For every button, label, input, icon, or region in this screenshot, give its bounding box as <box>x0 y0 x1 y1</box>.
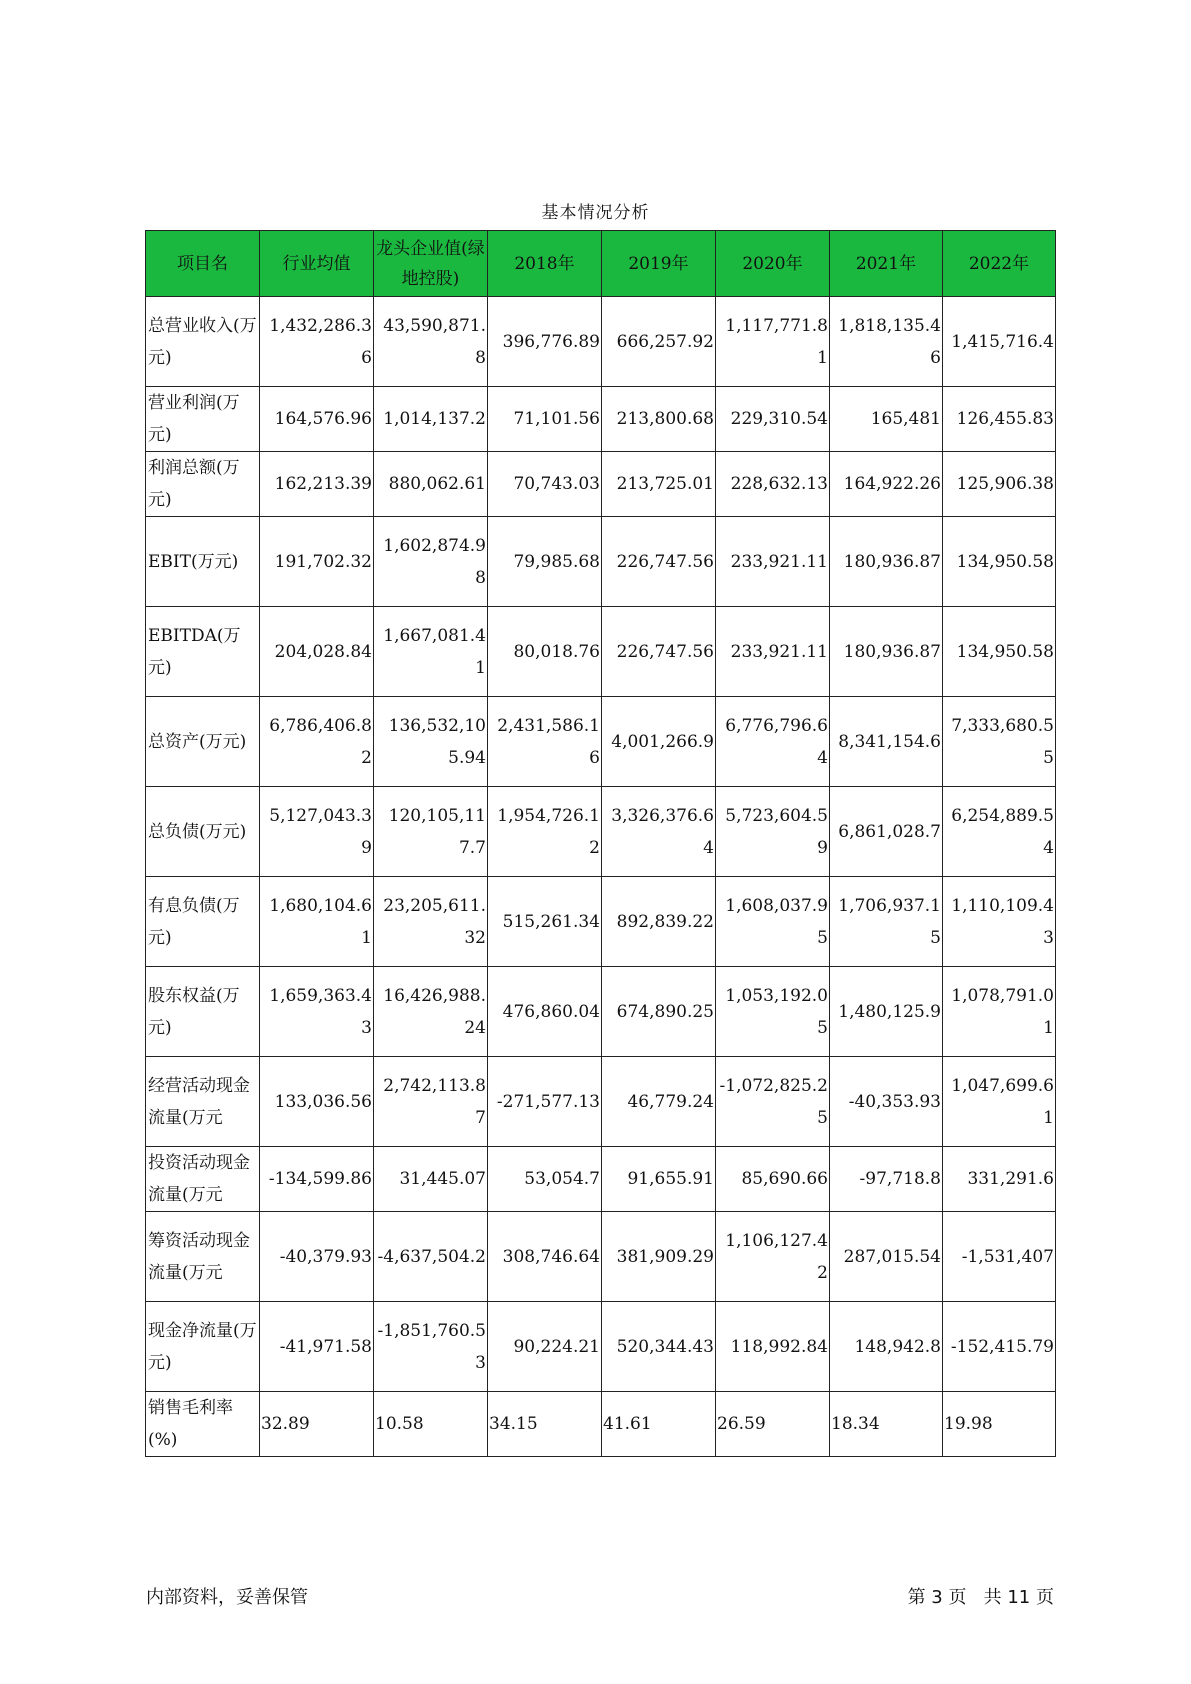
table-cell: 191,702.32 <box>260 517 374 607</box>
header-cell-2018: 2018年 <box>488 231 602 297</box>
table-row <box>146 1057 1056 1147</box>
page-title: 基本情况分析 <box>541 203 650 223</box>
table-cell: -41,971.58 <box>260 1302 374 1392</box>
table-cell: 136,532,105.94 <box>374 697 488 787</box>
table-cell: -152,415.79 <box>943 1302 1056 1392</box>
table-row <box>146 387 1056 452</box>
table-cell: 43,590,871.8 <box>374 297 488 387</box>
table-cell: 1,078,791.01 <box>943 967 1056 1057</box>
table-cell: 1,680,104.61 <box>260 877 374 967</box>
table-cell: 520,344.43 <box>602 1302 716 1392</box>
table-cell: 126,455.83 <box>943 387 1056 452</box>
header-cell-item: 项目名 <box>146 231 260 297</box>
table-row <box>146 877 1056 967</box>
header-cell-industry-avg: 行业均值 <box>260 231 374 297</box>
table-cell: 3,326,376.64 <box>602 787 716 877</box>
table-row <box>146 1302 1056 1392</box>
table-cell: 5,127,043.39 <box>260 787 374 877</box>
table-cell: 164,576.96 <box>260 387 374 452</box>
table-cell: 1,608,037.95 <box>716 877 830 967</box>
table-cell: -1,072,825.25 <box>716 1057 830 1147</box>
table-cell: -271,577.13 <box>488 1057 602 1147</box>
table-cell: 1,432,286.36 <box>260 297 374 387</box>
table-cell: 90,224.21 <box>488 1302 602 1392</box>
row-label: 筹资活动现金流量(万元 <box>146 1212 260 1302</box>
row-label: 总负债(万元) <box>146 787 260 877</box>
table-cell: 1,415,716.4 <box>943 297 1056 387</box>
header-cell-2019: 2019年 <box>602 231 716 297</box>
table-cell: 229,310.54 <box>716 387 830 452</box>
table-cell: 204,028.84 <box>260 607 374 697</box>
table-row <box>146 1212 1056 1302</box>
table-cell: 23,205,611.32 <box>374 877 488 967</box>
table-cell: 515,261.34 <box>488 877 602 967</box>
table-cell: 4,001,266.9 <box>602 697 716 787</box>
table-body <box>146 297 1056 1457</box>
table-cell: 6,861,028.7 <box>830 787 943 877</box>
table-cell: 233,921.11 <box>716 517 830 607</box>
table-cell: 120,105,117.7 <box>374 787 488 877</box>
table-cell: 1,014,137.2 <box>374 387 488 452</box>
table-cell: 892,839.22 <box>602 877 716 967</box>
table-row <box>146 517 1056 607</box>
table-cell: 213,725.01 <box>602 452 716 517</box>
table-cell: 396,776.89 <box>488 297 602 387</box>
table-cell: 134,950.58 <box>943 517 1056 607</box>
table-cell: 165,481 <box>830 387 943 452</box>
table-row <box>146 787 1056 877</box>
header-cell-2020: 2020年 <box>716 231 830 297</box>
table-cell: 133,036.56 <box>260 1057 374 1147</box>
table-cell: 118,992.84 <box>716 1302 830 1392</box>
row-label: 营业利润(万元) <box>146 387 260 452</box>
table-cell: 1,659,363.43 <box>260 967 374 1057</box>
table-cell: 18.34 <box>830 1392 943 1457</box>
table-cell: 1,053,192.05 <box>716 967 830 1057</box>
table-cell: 1,954,726.12 <box>488 787 602 877</box>
table-cell: 7,333,680.55 <box>943 697 1056 787</box>
table-cell: 1,480,125.9 <box>830 967 943 1057</box>
table-row <box>146 1147 1056 1212</box>
table-row <box>146 297 1056 387</box>
table-cell: -134,599.86 <box>260 1147 374 1212</box>
table-cell: 1,117,771.81 <box>716 297 830 387</box>
table-row <box>146 607 1056 697</box>
table-cell: -1,851,760.53 <box>374 1302 488 1392</box>
row-label: 销售毛利率(%) <box>146 1392 260 1457</box>
table-cell: 880,062.61 <box>374 452 488 517</box>
table-cell: 162,213.39 <box>260 452 374 517</box>
table-cell: 34.15 <box>488 1392 602 1457</box>
table-cell: 2,742,113.87 <box>374 1057 488 1147</box>
table-cell: 6,776,796.64 <box>716 697 830 787</box>
table-cell: 26.59 <box>716 1392 830 1457</box>
table-cell: 1,818,135.46 <box>830 297 943 387</box>
table-cell: 80,018.76 <box>488 607 602 697</box>
table-cell: 71,101.56 <box>488 387 602 452</box>
table-cell: 180,936.87 <box>830 607 943 697</box>
table-cell: 226,747.56 <box>602 607 716 697</box>
table-cell: 287,015.54 <box>830 1212 943 1302</box>
row-label: 利润总额(万元) <box>146 452 260 517</box>
header-cell-2021: 2021年 <box>830 231 943 297</box>
table-cell: 19.98 <box>943 1392 1056 1457</box>
table-cell: -40,353.93 <box>830 1057 943 1147</box>
table-cell: 308,746.64 <box>488 1212 602 1302</box>
table-cell: 6,254,889.54 <box>943 787 1056 877</box>
table-cell: 41.61 <box>602 1392 716 1457</box>
table-cell: 228,632.13 <box>716 452 830 517</box>
row-label: 投资活动现金流量(万元 <box>146 1147 260 1212</box>
analysis-table <box>145 230 1056 1457</box>
table-cell: 134,950.58 <box>943 607 1056 697</box>
header-cell-2022: 2022年 <box>943 231 1056 297</box>
table-cell: 46,779.24 <box>602 1057 716 1147</box>
row-label: 经营活动现金流量(万元 <box>146 1057 260 1147</box>
table-cell: 53,054.7 <box>488 1147 602 1212</box>
table-cell: -40,379.93 <box>260 1212 374 1302</box>
table-header-row <box>146 231 1056 297</box>
table-cell: 666,257.92 <box>602 297 716 387</box>
table-cell: 1,106,127.42 <box>716 1212 830 1302</box>
row-label: EBIT(万元) <box>146 517 260 607</box>
table-cell: -97,718.8 <box>830 1147 943 1212</box>
table-cell: 10.58 <box>374 1392 488 1457</box>
table-cell: 213,800.68 <box>602 387 716 452</box>
table-cell: 226,747.56 <box>602 517 716 607</box>
table-cell: 85,690.66 <box>716 1147 830 1212</box>
row-label: 总营业收入(万元) <box>146 297 260 387</box>
table-cell: 1,706,937.15 <box>830 877 943 967</box>
footer-page-number: 第 3 页 共 11 页 <box>907 1587 1054 1608</box>
table-cell: 16,426,988.24 <box>374 967 488 1057</box>
table-cell: 5,723,604.59 <box>716 787 830 877</box>
table-cell: 79,985.68 <box>488 517 602 607</box>
table-cell: -4,637,504.2 <box>374 1212 488 1302</box>
table-cell: 381,909.29 <box>602 1212 716 1302</box>
row-label: 总资产(万元) <box>146 697 260 787</box>
row-label: 有息负债(万元) <box>146 877 260 967</box>
table-cell: 148,942.8 <box>830 1302 943 1392</box>
table-cell: -1,531,407 <box>943 1212 1056 1302</box>
table-cell: 476,860.04 <box>488 967 602 1057</box>
table-cell: 6,786,406.82 <box>260 697 374 787</box>
table-cell: 91,655.91 <box>602 1147 716 1212</box>
table-cell: 674,890.25 <box>602 967 716 1057</box>
table-row <box>146 967 1056 1057</box>
row-label: 现金净流量(万元) <box>146 1302 260 1392</box>
table-row <box>146 452 1056 517</box>
table-cell: 233,921.11 <box>716 607 830 697</box>
row-label: EBITDA(万元) <box>146 607 260 697</box>
table-cell: 1,602,874.98 <box>374 517 488 607</box>
table-cell: 31,445.07 <box>374 1147 488 1212</box>
table-cell: 1,110,109.43 <box>943 877 1056 967</box>
table-row <box>146 1392 1056 1457</box>
table-cell: 32.89 <box>260 1392 374 1457</box>
table-cell: 1,047,699.61 <box>943 1057 1056 1147</box>
table-cell: 2,431,586.16 <box>488 697 602 787</box>
footer-confidential-note: 内部资料，妥善保管 <box>146 1587 308 1608</box>
table-cell: 70,743.03 <box>488 452 602 517</box>
table-cell: 164,922.26 <box>830 452 943 517</box>
table-cell: 125,906.38 <box>943 452 1056 517</box>
row-label: 股东权益(万元) <box>146 967 260 1057</box>
table-cell: 331,291.6 <box>943 1147 1056 1212</box>
table-cell: 1,667,081.41 <box>374 607 488 697</box>
table-cell: 180,936.87 <box>830 517 943 607</box>
header-cell-leader: 龙头企业值(绿地控股) <box>374 231 488 297</box>
table-cell: 8,341,154.6 <box>830 697 943 787</box>
table-row <box>146 697 1056 787</box>
